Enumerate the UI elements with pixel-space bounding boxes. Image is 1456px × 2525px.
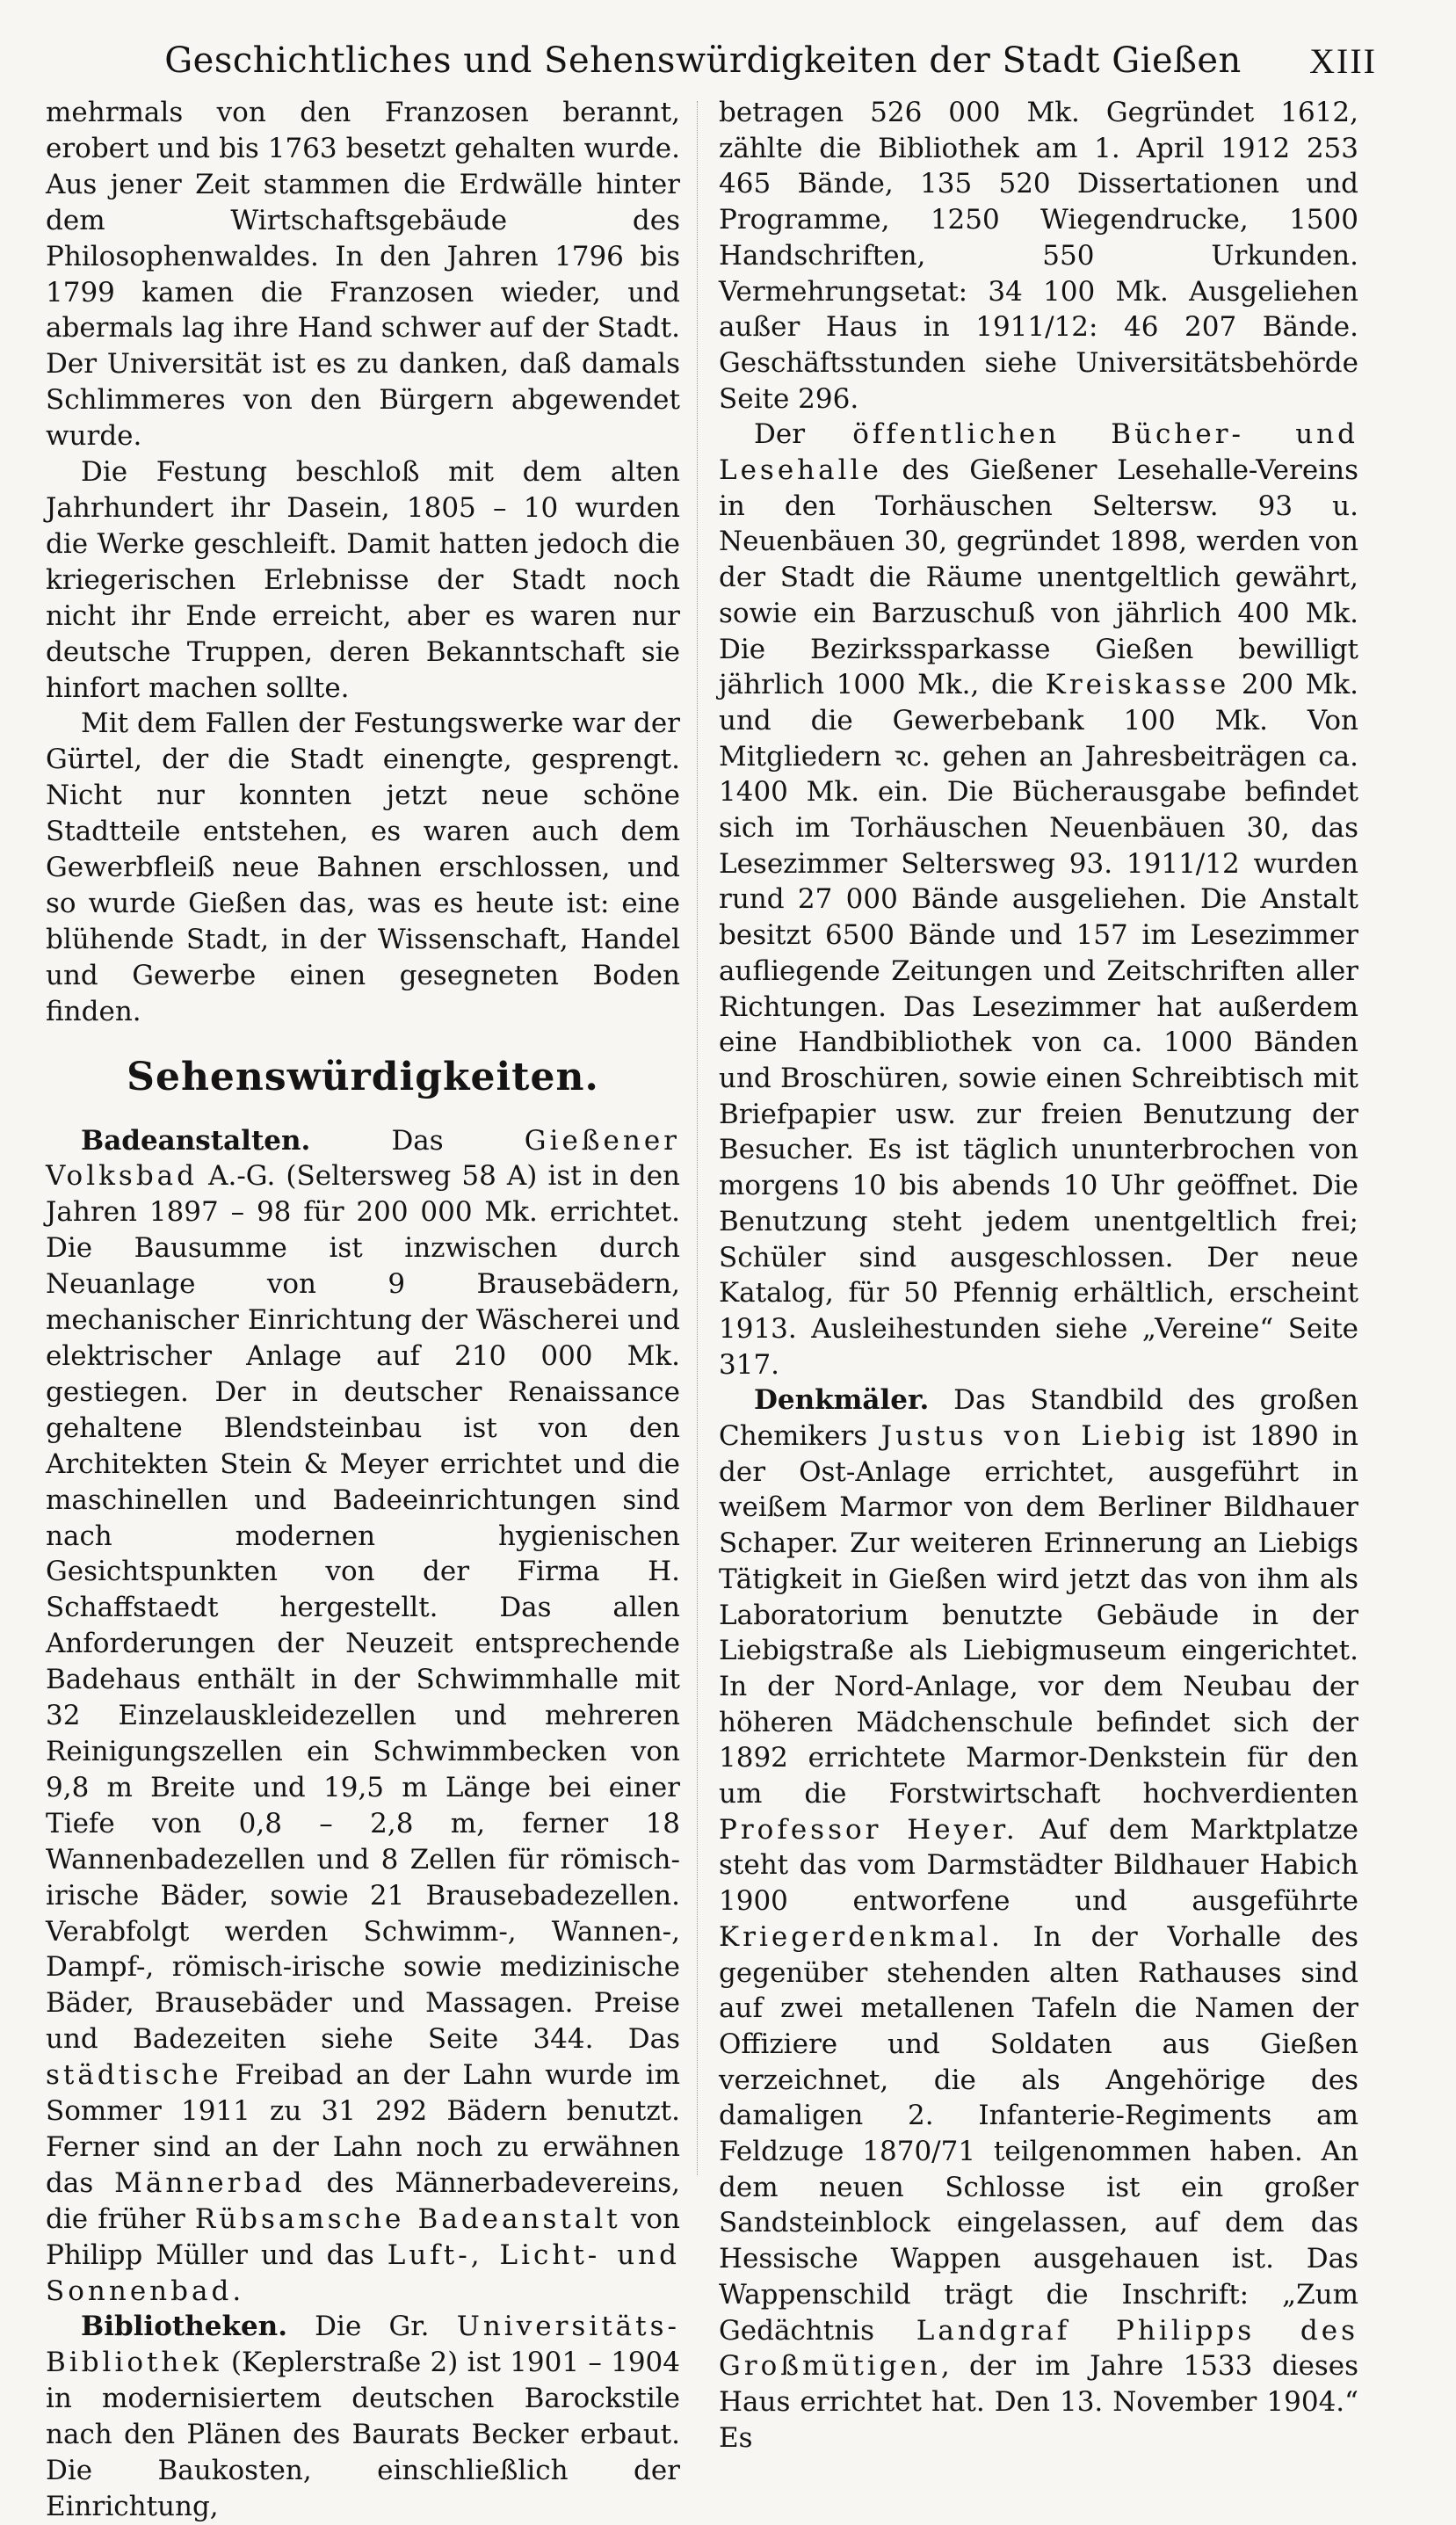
left-column — [46, 95, 681, 2522]
paragraph-denkmaeler — [719, 1382, 1358, 2456]
page-number: XIII — [1309, 41, 1377, 81]
spaced-text: Kreiskasse — [1045, 669, 1230, 701]
paragraph: Mit dem Fallen der Festungswerke war der Gürtel, der die Stadt einengte, gesprengt. Nicht nur konnten jetzt neue schöne Stadtteile entstehen, es waren auch dem Gewerbfleiß neue Bahnen erschlossen, und so wurde Gießen das, was es heute ist: eine blühende Stadt, in der Wissenschaft, Handel und Gewerbe einen gesegneten Boden finden. — [46, 707, 680, 1027]
spaced-text: öffentlichen Bücher- und Lesehalle — [719, 418, 1358, 487]
spaced-text: Justus von Liebig — [880, 1420, 1189, 1453]
text-run: Freibad an der Lahn wurde im Sommer 1911 zu 31 292 Bädern benutzt. Ferner sind an der Lahn noch zu erwähnen das — [46, 2059, 680, 2199]
entry-heading: Badeanstalten. — [81, 1124, 311, 1157]
text-run: In der Vorhalle des gegenüber stehenden alten Rathauses sind auf zwei metallenen Tafeln die Namen der Offiziere und Soldaten aus Gießen verzeichnet, die als Angehörige des damaligen 2. Infanterie-Regiments am Feldzuge 1870/71 teilgenommen haben. An dem neuen Schlosse ist ein großer Sandsteinblock eingelassen, auf dem das Hessische Wappen ausgehauen ist. Das Wappenschild trägt die Inschrift: „Zum Gedächtnis — [719, 1920, 1358, 2347]
spaced-text: Kriegerdenkmal. — [719, 1920, 1003, 1953]
paragraph: betragen 526 000 Mk. Gegründet 1612, zählte die Bibliothek am 1. April 1912 253 465 Bände, 135 520 Dissertationen und Programme, 1250 Wiegendrucke, 1500 Handschriften, 550 Urkunden. Vermehrungsetat: 34 100 Mk. Ausgeliehen außer Haus in 1911/12: 46 207 Bände. Geschäftsstunden siehe Universitätsbehörde Seite 296. — [719, 97, 1358, 415]
column-divider — [697, 101, 698, 2175]
text-run: Das Standbild des großen Chemikers — [719, 1384, 1358, 1453]
text-run: Auf dem Marktplatze steht das vom Darmstädter Bildhauer Habich 1900 entworfene und ausgeführte — [719, 1813, 1358, 1918]
spaced-text: Landgraf Philipps des Großmütigen — [719, 2314, 1358, 2383]
text-run: des Gießener Lesehalle-Vereins in den Torhäuschen Seltersw. 93 u. Neuenbäuen 30, gegründet 1898, werden von der Stadt die Räume unentgeltlich gewährt, sowie ein Barzuschuß von jährlich 400 Mk. Die Bezirkssparkasse Gießen bewilligt jährlich 1000 Mk., die — [719, 454, 1358, 701]
text-run: 200 Mk. und die Gewerbebank 100 Mk. Von Mitgliedern ꝛc. gehen an Jahresbeiträgen ca. 1400 Mk. ein. Die Bücherausgabe befindet sich im Torhäuschen Neuenbäuen 30, das Lesezimmer Seltersweg 93. 1911/12 wurden rund 27 000 Bände ausgeliehen. Die Anstalt besitzt 6500 Bände und 157 im Lesezimmer aufliegende Zeitungen und Zeitschriften aller Richtungen. Das Lesezimmer hat außerdem eine Handbibliothek von ca. 1000 Bänden und Broschüren, sowie einen Schreibtisch mit Briefpapier usw. zur freien Benutzung der Besucher. Es ist täglich ununterbrochen von morgens 10 bis abends 10 Uhr geöffnet. Die Benutzung steht jedem unentgeltlich frei; Schüler sind ausgeschlossen. Der neue Katalog, für 50 Pfennig erhältlich, erscheint 1913. Ausleihestunden siehe „Vereine“ Seite 317. — [719, 669, 1358, 1381]
paragraph-lesehalle — [719, 417, 1358, 1382]
paragraph-badeanstalten — [46, 1123, 680, 2310]
spaced-text: Gießener Volksbad — [46, 1124, 680, 1193]
running-header — [132, 37, 1377, 86]
paragraph: mehrmals von den Franzosen berannt, erobert und bis 1763 besetzt gehalten wurde. Aus jener Zeit stammen die Erdwälle hinter dem Wirtschaftsgebäude des Philosophenwaldes. In den Jahren 1796 bis 1799 kamen die Franzosen wieder, und abermals lag ihre Hand schwer auf der Stadt. Der Universität ist es zu danken, daß damals Schlimmeres von den Bürgern abgewendet wurde. — [46, 97, 680, 453]
text-run: (Keplerstraße 2) ist 1901 – 1904 in modernisiertem deutschen Barockstile nach den Plänen des Baurats Becker erbaut. Die Baukosten, einschließlich der Einrichtung, — [46, 2347, 680, 2522]
paragraph-bibliotheken — [46, 2309, 680, 2524]
section-title: Sehenswürdigkeiten. — [127, 1054, 599, 1099]
entry-heading: Bibliotheken. — [81, 2311, 287, 2343]
paragraph: Die Festung beschloß mit dem alten Jahrhundert ihr Dasein, 1805 – 10 wurden die Werke geschleift. Damit hatten jedoch die kriegerischen Erlebnisse der Stadt noch nicht ihr Ende erreicht, aber es waren nur deutsche Truppen, deren Bekanntschaft sie hinfort machen sollte. — [46, 456, 680, 704]
text-run: Der — [754, 418, 853, 451]
text-run: ist 1890 in der Ost-Anlage errichtet, ausgeführt in weißem Marmor von dem Berliner Bildhauer Schaper. Zur weiteren Erinnerung an Liebigs Tätigkeit in Gießen wird jetzt das von ihm als Laboratorium benutzte Gebäude in der Liebigstraße als Liebigmuseum eingerichtet. In der Nord-Anlage, vor dem Neubau der höheren Mädchenschule befindet sich der 1892 errichtete Marmor-Denkstein für den um die Forstwirtschaft hochverdienten — [719, 1420, 1358, 1810]
running-title: Geschichtliches und Sehenswürdigkeiten der Stadt Gießen — [164, 40, 1242, 81]
text-run: , der im Jahre 1533 dieses Haus errichtet hat. Den 13. November 1904.“ Es — [719, 2350, 1358, 2454]
spaced-text: Luft-, Licht- und Sonnenbad. — [46, 2238, 680, 2307]
right-column — [719, 95, 1358, 2454]
spaced-text: Männerbad — [114, 2166, 306, 2199]
spaced-text: städtische — [46, 2059, 222, 2092]
text-run: von Philipp Müller und das — [46, 2202, 681, 2271]
spaced-text: Universitäts-Bibliothek — [46, 2311, 680, 2379]
entry-heading: Denkmäler. — [754, 1384, 930, 1417]
text-run: A.-G. (Seltersweg 58 A) ist in den Jahren 1897 – 98 für 200 000 Mk. errichtet. Die Bausumme ist inzwischen durch Neuanlage von 9 Brausebädern, mechanischer Einrichtung der Wäscherei und elektrischer Anlage auf 210 000 Mk. gestiegen. Der in deutscher Renaissance gehaltene Blendsteinbau ist von den Architekten Stein & Meyer errichtet und die maschinellen und Badeeinrichtungen sind nach modernen hygienischen Gesichtspunkten von der Firma H. Schaffstaedt hergestellt. Das allen Anforderungen der Neuzeit entsprechende Badehaus enthält in der Schwimmhalle mit 32 Einzelauskleidezellen und mehreren Reinigungszellen ein Schwimmbecken von 9,8 m Breite und 19,5 m Länge bei einer Tiefe von 0,8 – 2,8 m, ferner 18 Wannenbadezellen und 8 Zellen für römisch-irische Bäder, sowie 21 Brausebadezellen. Verabfolgt werden Schwimm-, Wannen-, Dampf-, römisch-irische sowie medizinische Bäder, Brausebäder und Massagen. Preise und Badezeiten siehe Seite 344. Das — [46, 1160, 680, 2056]
text-run: des Männerbadevereins, die früher — [46, 2166, 680, 2235]
text-run: Die Gr. — [287, 2311, 457, 2343]
spaced-text: Rübsamsche Badeanstalt — [194, 2202, 621, 2235]
text-run: Das — [391, 1124, 525, 1157]
spaced-text: Professor Heyer. — [719, 1813, 1018, 1846]
